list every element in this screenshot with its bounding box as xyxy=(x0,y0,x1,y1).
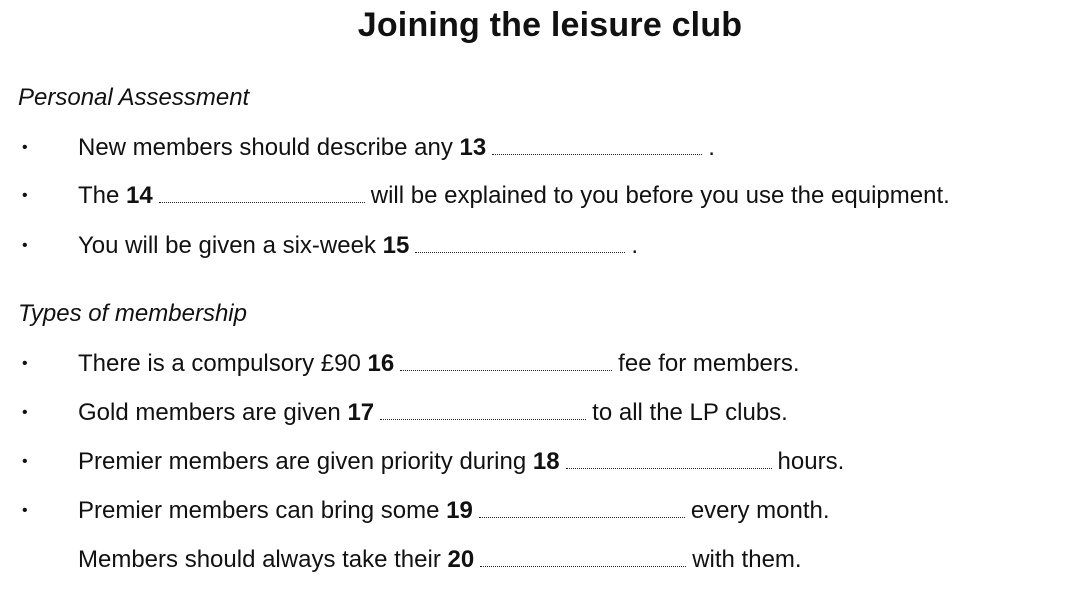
bullet-icon: • xyxy=(22,453,28,470)
answer-blank-18[interactable] xyxy=(566,450,772,469)
item-text xyxy=(78,447,844,477)
item-before: Premier members can bring some xyxy=(78,497,440,524)
item-before: Gold members are given xyxy=(78,399,341,426)
item-after: fee for members. xyxy=(618,350,800,377)
item-after: . xyxy=(708,134,715,161)
bullet-icon: • xyxy=(22,355,28,372)
question-number: 15 xyxy=(382,232,410,259)
item-before: New members should describe any xyxy=(78,134,453,161)
answer-blank-17[interactable] xyxy=(380,401,586,420)
item-before: Members should always take their xyxy=(78,546,441,573)
question-number: 16 xyxy=(367,350,395,377)
item-text xyxy=(78,398,788,428)
question-number: 18 xyxy=(532,448,560,475)
item-text xyxy=(78,349,800,379)
question-number: 20 xyxy=(447,546,475,573)
section-heading-personal-assessment: Personal Assessment xyxy=(18,84,250,111)
answer-blank-13[interactable] xyxy=(492,136,702,155)
question-number: 17 xyxy=(347,399,375,426)
answer-blank-20[interactable] xyxy=(480,548,686,567)
section-heading-types-of-membership: Types of membership xyxy=(18,300,247,327)
bullet-icon: • xyxy=(22,237,28,254)
bullet-icon: • xyxy=(22,404,28,421)
bullet-icon: • xyxy=(22,502,28,519)
item-text xyxy=(78,231,638,261)
answer-blank-16[interactable] xyxy=(400,352,612,371)
item-before: The xyxy=(78,182,120,209)
item-before: You will be given a six-week xyxy=(78,232,376,259)
bullet-icon: • xyxy=(22,139,28,156)
item-after: every month. xyxy=(690,497,830,524)
item-after: will be explained to you before you use the equipment. xyxy=(370,182,950,209)
question-number: 14 xyxy=(126,182,153,209)
item-text xyxy=(78,133,715,163)
page-title: Joining the leisure club xyxy=(357,6,743,44)
item-text xyxy=(78,496,830,526)
item-text xyxy=(78,181,950,211)
answer-blank-14[interactable] xyxy=(159,184,365,203)
item-after: hours. xyxy=(777,448,845,475)
answer-blank-15[interactable] xyxy=(415,234,625,253)
item-before: Premier members are given priority during xyxy=(78,448,527,475)
item-after: . xyxy=(631,232,638,259)
bullet-icon: • xyxy=(22,187,28,204)
question-number: 13 xyxy=(459,134,487,161)
item-after: to all the LP clubs. xyxy=(592,399,788,426)
item-after: with them. xyxy=(692,546,802,573)
question-number: 19 xyxy=(446,497,473,524)
item-text xyxy=(78,545,802,575)
answer-blank-19[interactable] xyxy=(479,499,685,518)
item-before: There is a compulsory £90 xyxy=(78,350,361,377)
